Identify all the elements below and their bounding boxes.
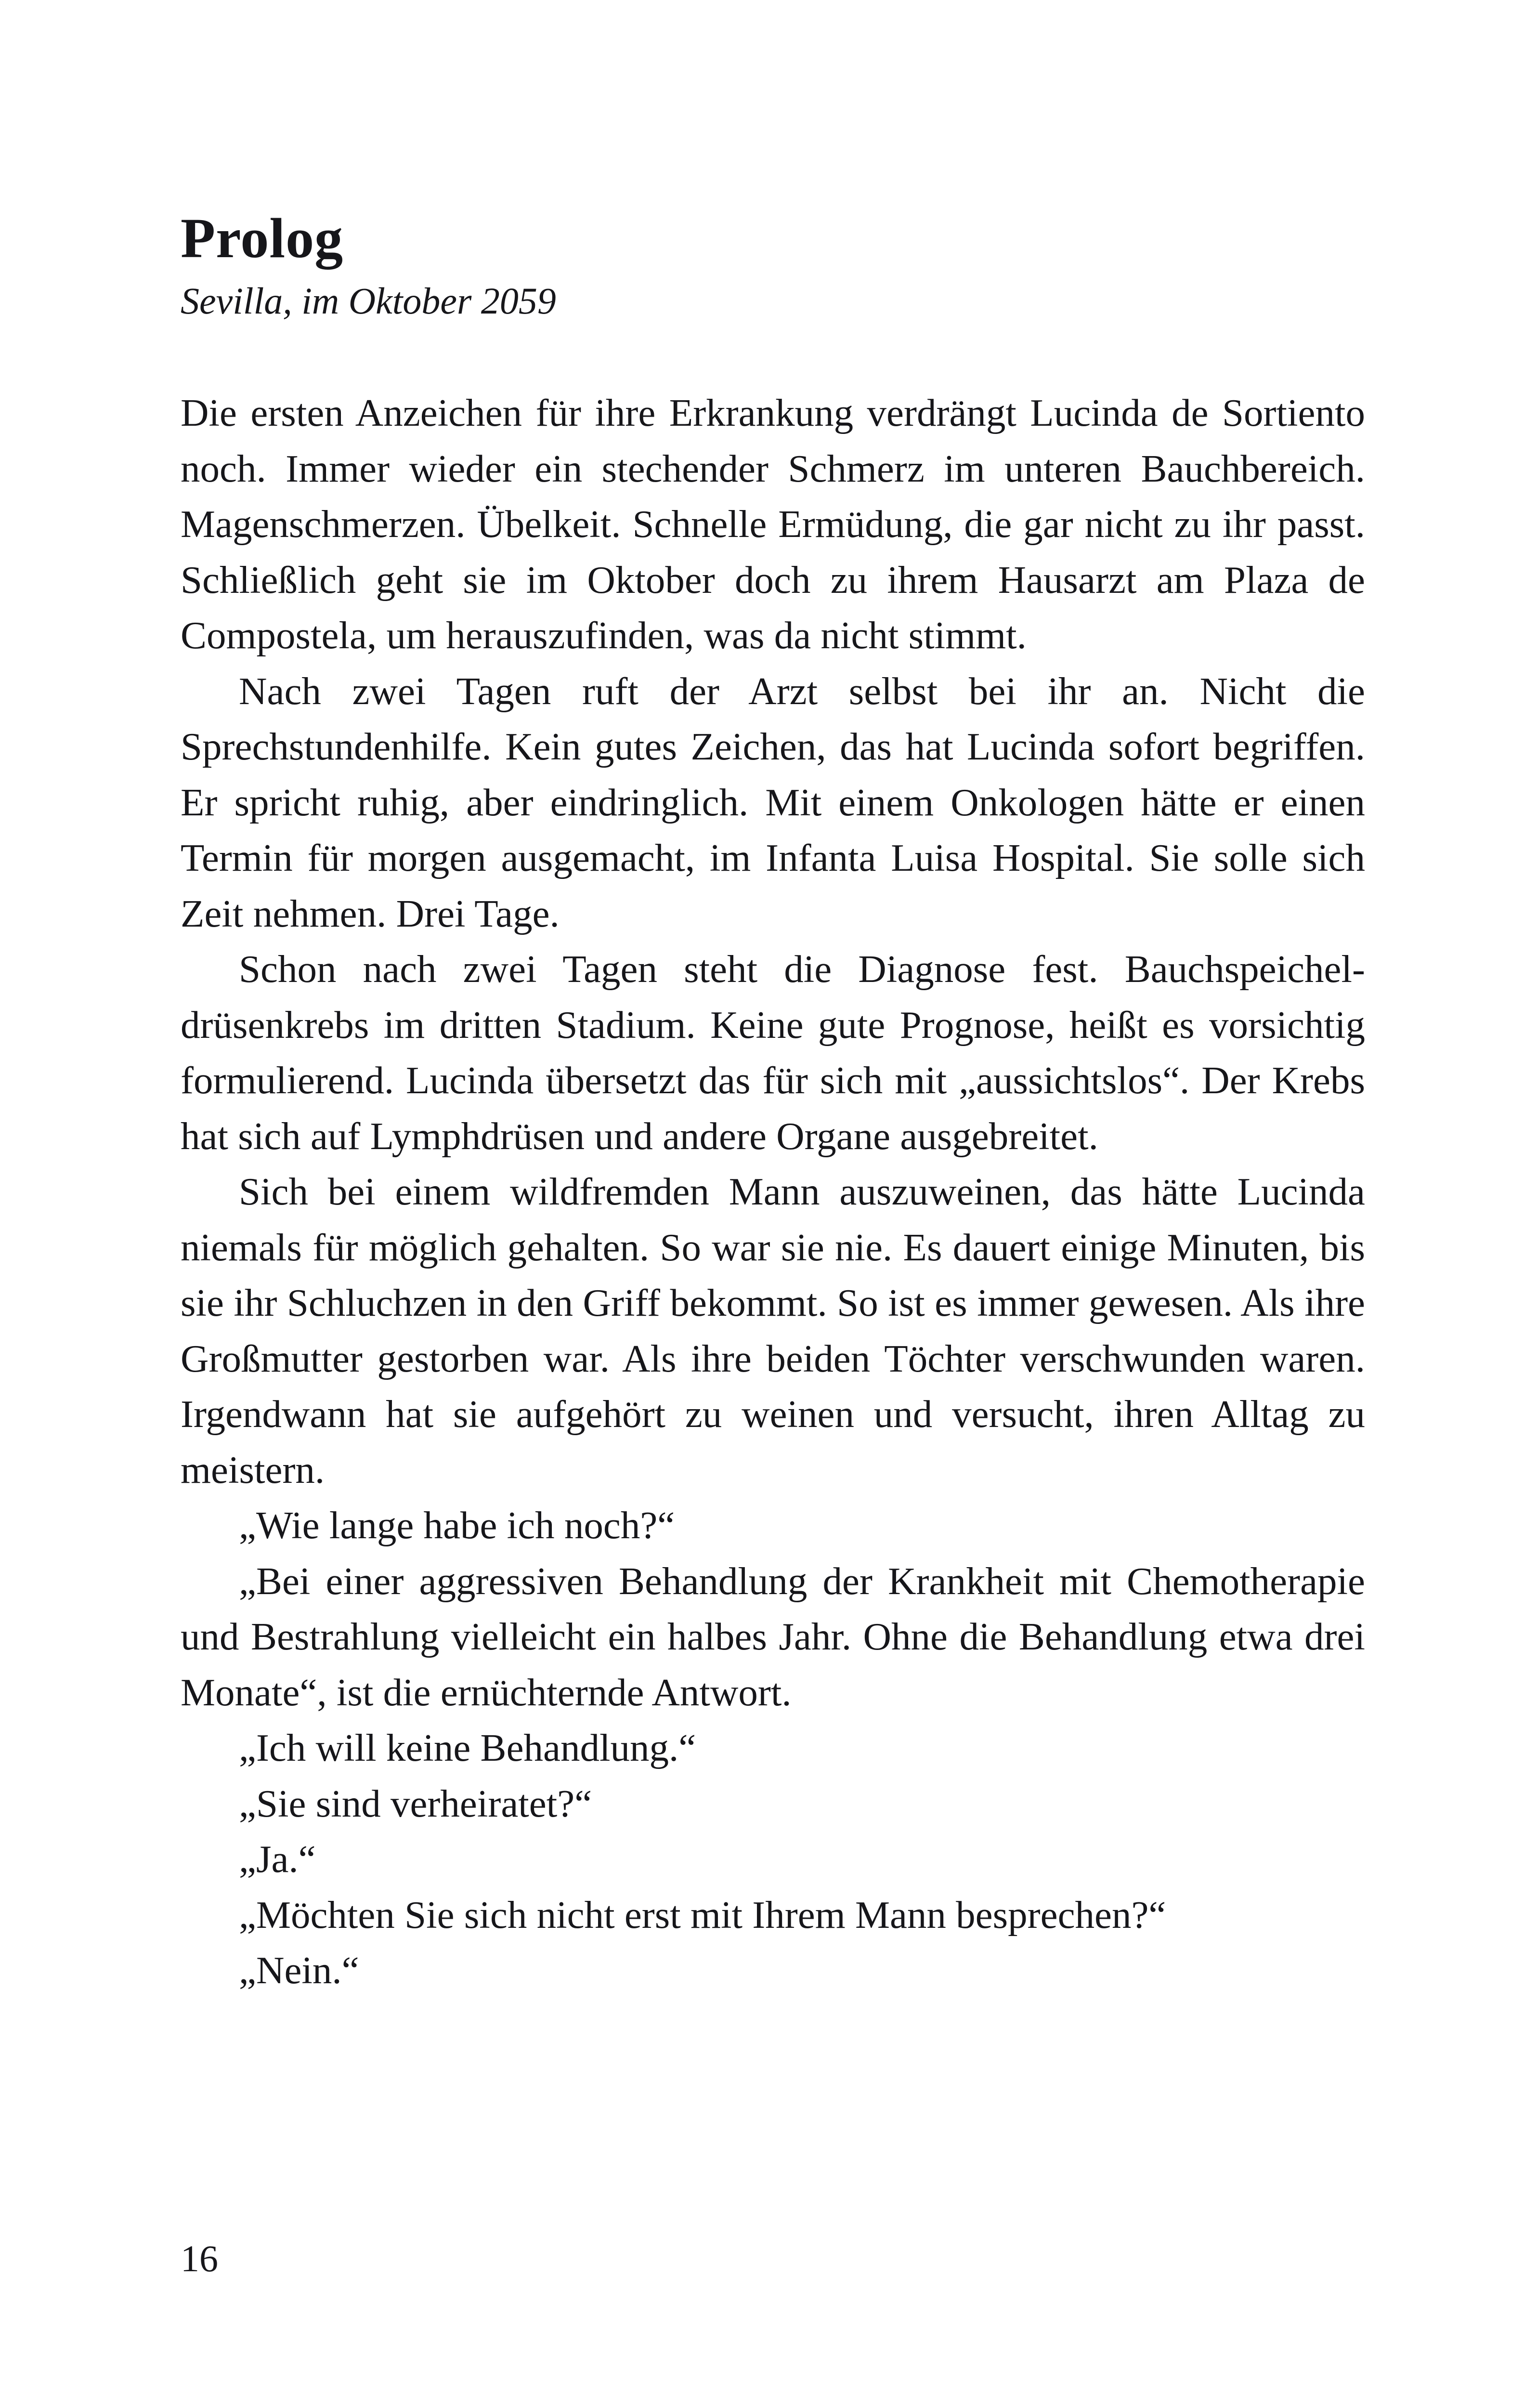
paragraph: Nach zwei Tagen ruft der Arzt selbst bei ihr an. Nicht die Sprechstundenhilfe. Kein gutes Zeichen, das hat Lucinda sofort begriffen. Er spricht ruhig, aber eindringlich. Mit einem Onkologen hätte er einen Termin für morgen ausgemacht, im Infanta Luisa Hospital. Sie solle sich Zeit nehmen. Drei Tage. bbox=[181, 669, 1365, 935]
dialogue-line: „Ja.“ bbox=[239, 1837, 316, 1881]
dialogue-line: „Ich will keine Behandlung.“ bbox=[239, 1726, 696, 1769]
chapter-title: Prolog bbox=[181, 207, 344, 270]
chapter-subtitle: Sevilla, im Oktober 2059 bbox=[181, 280, 556, 322]
paragraph: Die ersten Anzeichen für ihre Erkrankung verdrängt Lucinda de Sortiento noch. Immer wieder ein stechender Schmerz im unteren Bauchbereich. Magenschmerzen. Übelkeit. Schnelle Ermüdung, die gar nicht zu ihr passt. Schließlich geht sie im Oktober doch zu ihrem Hausarzt am Plaza de Compostela, um herauszufinden, was da nicht stimmt. bbox=[181, 391, 1365, 657]
book-page bbox=[181, 202, 1365, 1999]
body-text bbox=[181, 385, 1365, 1999]
dialogue-line: „Wie lange habe ich noch?“ bbox=[239, 1504, 675, 1547]
paragraph: Sich bei einem wildfremden Mann auszuweinen, das hätte Lucinda niemals für möglich gehalten. So war sie nie. Es dauert einige Minuten, bis sie ihr Schluchzen in den Griff bekommt. So ist es immer gewesen. Als ihre Großmutter gestorben war. Als ihre beiden Töchter verschwunden waren. Irgendwann hat sie aufgehört zu weinen und versucht, ihren Alltag zu meistern. bbox=[181, 1170, 1365, 1492]
dialogue-line: „Sie sind verheiratet?“ bbox=[239, 1781, 592, 1825]
page-number: 16 bbox=[181, 2238, 218, 2279]
dialogue-line: „Möchten Sie sich nicht erst mit Ihrem Mann besprechen?“ bbox=[239, 1893, 1166, 1937]
dialogue-line: „Nein.“ bbox=[239, 1949, 359, 1992]
dialogue-line: „Bei einer aggressiven Behandlung der Krankheit mit Chemotherapie und Bestrahlung vielleicht ein halbes Jahr. Ohne die Behandlung etwa drei Monate“, ist die ernüchternde Antwort. bbox=[181, 1559, 1365, 1714]
paragraph: Schon nach zwei Tagen steht die Diagnose fest. Bauchspeicheldrüsenkrebs im dritten Stadium. Keine gute Prognose, heißt es vorsichtig formulierend. Lucinda übersetzt das für sich mit „aussichtslos“. Der Krebs hat sich auf Lymphdrüsen und andere Organe ausgebreitet. bbox=[181, 947, 1365, 1158]
